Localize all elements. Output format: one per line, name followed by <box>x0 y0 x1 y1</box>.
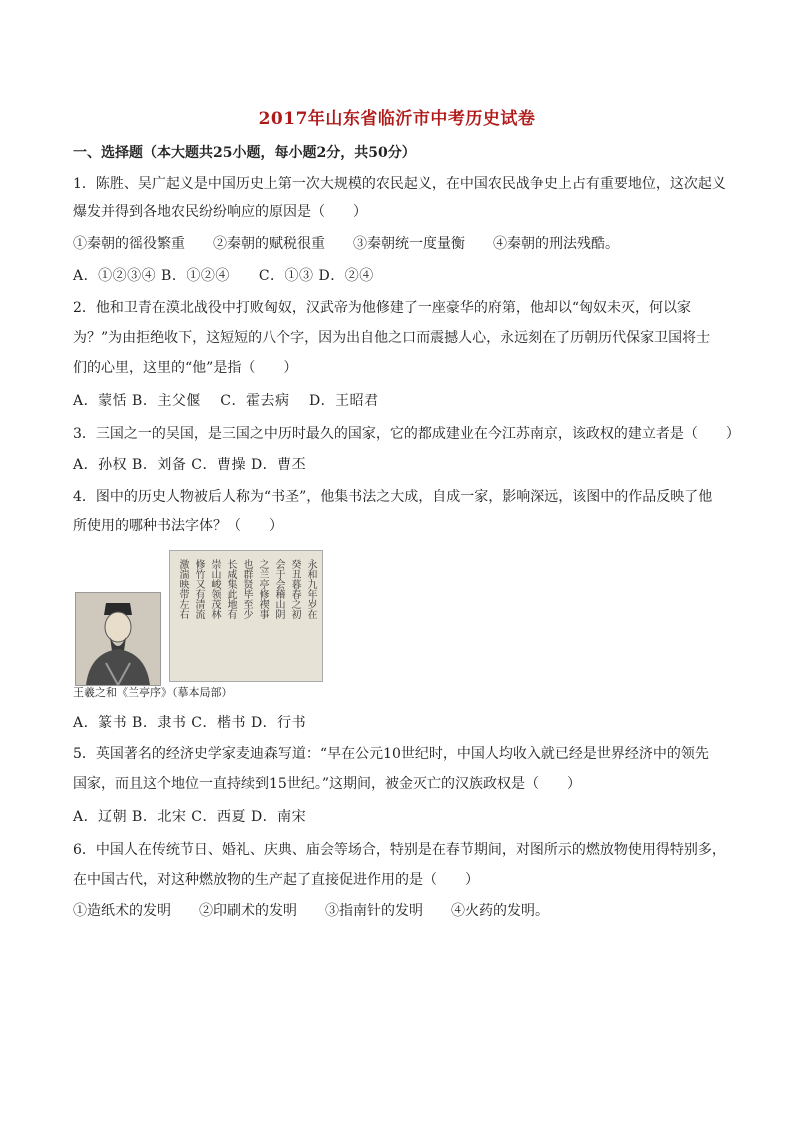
section-heading: 一、选择题（本大题共25小题，每小题2分，共50分） <box>73 145 416 161</box>
q5-text-line-1: 5．英国著名的经济史学家麦迪森写道：“早在公元10世纪时，中国人均收入就已经是世界经济中的领先 <box>73 746 709 762</box>
q1-text-line-1: 1．陈胜、吴广起义是中国历史上第一次大规模的农民起义，在中国农民战争史上占有重要地位，这次起义 <box>73 176 726 192</box>
calligraphy-column: 修竹又有清流 <box>193 559 204 619</box>
q1-items: ①秦朝的徭役繁重 ②秦朝的赋税很重 ③秦朝统一度量衡 ④秦朝的刑法残酷。 <box>73 236 619 252</box>
q6-text-line-2: 在中国古代，对这种燃放物的生产起了直接促进作用的是（ ） <box>73 872 479 888</box>
q2-options: A．蒙恬 B．主父偃 C．霍去病 D．王昭君 <box>73 393 379 409</box>
q5-text-line-2: 国家，而且这个地位一直持续到15世纪。”这期间，被金灭亡的汉族政权是（ ） <box>73 776 581 792</box>
q2-text-line-2: 为？”为由拒绝收下，这短短的八个字，因为出自他之口而震撼人心，永远刻在了历朝历代保家卫国将士 <box>73 330 711 346</box>
figure-caption: 王羲之和《兰亭序》（摹本局部） <box>73 686 233 699</box>
calligraphy-column: 崇山峻领茂林 <box>209 559 220 619</box>
q2-text-line-3: 们的心里，这里的“他”是指（ ） <box>73 360 298 376</box>
q4-options: A．篆书 B．隶书 C．楷书 D．行书 <box>73 715 307 731</box>
calligraphy-column: 也群贤毕至少 <box>241 559 252 619</box>
q1-text-line-2: 爆发并得到各地农民纷纷响应的原因是（ ） <box>73 204 367 220</box>
q5-options: A．辽朝 B．北宋 C．西夏 D．南宋 <box>73 809 307 825</box>
calligraphy-column: 长咸集此地有 <box>225 559 236 619</box>
wang-xizhi-figure <box>73 550 316 700</box>
wang-xizhi-portrait <box>75 592 161 686</box>
q6-items: ①造纸术的发明 ②印刷术的发明 ③指南针的发明 ④火药的发明。 <box>73 903 549 919</box>
calligraphy-column: 癸丑暮春之初 <box>289 559 300 619</box>
q3-text-line-1: 3．三国之一的吴国，是三国之中历时最久的国家，它的都成建业在今江苏南京，该政权的建立者是（ ） <box>73 426 740 442</box>
page-title: 2017年山东省临沂市中考历史试卷 <box>258 109 536 129</box>
q4-text-line-2: 所使用的哪种书法字体？（ ） <box>73 518 283 534</box>
q3-options: A．孙权 B．刘备 C．曹操 D．曹丕 <box>73 457 307 473</box>
lanting-xu-calligraphy <box>169 550 323 682</box>
calligraphy-column: 激湍映带左右 <box>177 559 188 619</box>
q2-text-line-1: 2．他和卫青在漠北战役中打败匈奴，汉武帝为他修建了一座豪华的府第，他却以“匈奴未灭，何以家 <box>73 300 692 316</box>
q6-text-line-1: 6．中国人在传统节日、婚礼、庆典、庙会等场合，特别是在春节期间，对图所示的燃放物使用得特别多， <box>73 842 726 858</box>
q4-text-line-1: 4．图中的历史人物被后人称为“书圣”，他集书法之大成，自成一家，影响深远，该图中的作品反映了他 <box>73 489 713 505</box>
calligraphy-column: 之兰亭修禊事 <box>257 559 268 619</box>
calligraphy-column: 永和九年岁在 <box>305 559 316 619</box>
calligraphy-column: 会于会稽山阴 <box>273 559 284 619</box>
q1-options: A．①②③④ B．①②④ C．①③ D．②④ <box>73 268 374 284</box>
